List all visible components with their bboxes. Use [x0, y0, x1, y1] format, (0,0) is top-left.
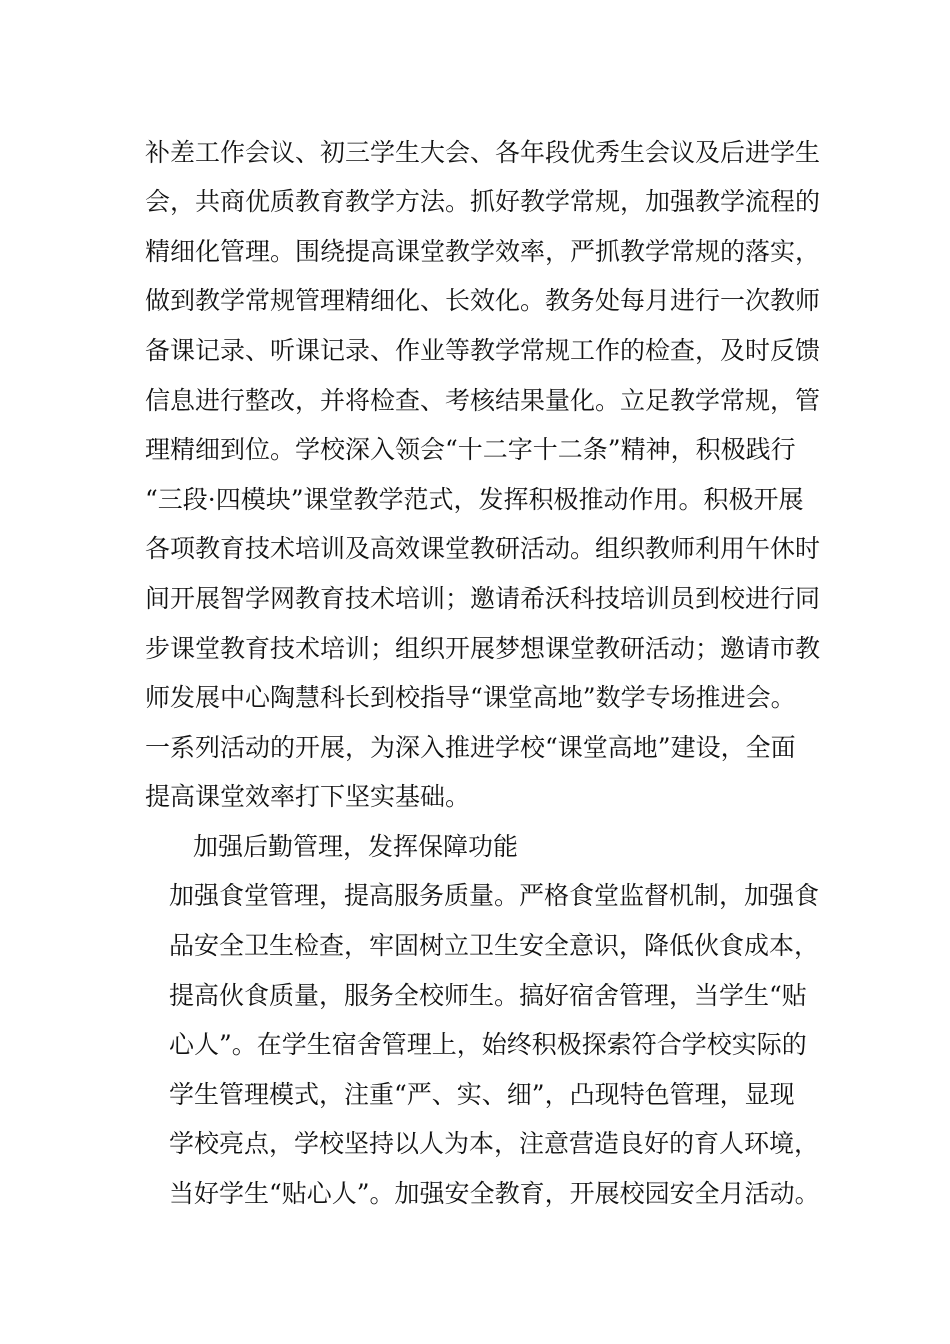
paragraph-2-line-4: 心人”。在学生宿舍管理上，始终积极探索符合学校实际的 — [169, 1030, 807, 1059]
paragraph-1-line-10: 间开展智学网教育技术培训；邀请希沃科技培训员到校进行同 — [145, 584, 821, 613]
section-heading: 加强后勤管理，发挥保障功能 — [193, 832, 519, 861]
paragraph-1-line-14: 提高课堂效率打下坚实基础。 — [145, 782, 471, 811]
paragraph-1-line-8: “三段·四模块”课堂教学范式，发挥积极推动作用。积极开展 — [145, 485, 804, 514]
paragraph-2-line-2: 品安全卫生检查，牢固树立卫生安全意识，降低伙食成本， — [169, 931, 820, 960]
paragraph-2-line-3: 提高伙食质量，服务全校师生。搞好宿舍管理，当学生“贴 — [169, 981, 807, 1010]
paragraph-2-line-6: 学校亮点，学校坚持以人为本，注意营造良好的育人环境， — [169, 1129, 820, 1158]
paragraph-1-line-11: 步课堂教育技术培训；组织开展梦想课堂教研活动；邀请市教 — [145, 634, 821, 663]
paragraph-1-line-4: 做到教学常规管理精细化、长效化。教务处每月进行一次教师 — [145, 286, 821, 315]
paragraph-1-line-6: 信息进行整改，并将检查、考核结果量化。立足教学常规，管 — [145, 386, 821, 415]
paragraph-1-line-13: 一系列活动的开展，为深入推进学校“课堂高地”建设，全面 — [145, 733, 796, 762]
paragraph-1-line-7: 理精细到位。学校深入领会“十二字十二条”精神，积极践行 — [145, 435, 796, 464]
paragraph-2-line-5: 学生管理模式，注重“严、实、细”，凸现特色管理，显现 — [169, 1080, 795, 1109]
paragraph-1-line-3: 精细化管理。围绕提高课堂教学效率，严抓教学常规的落实， — [145, 237, 821, 266]
paragraph-2-line-7: 当好学生“贴心人”。加强安全教育，开展校园安全月活动。 — [169, 1179, 820, 1208]
paragraph-2-line-1: 加强食堂管理，提高服务质量。严格食堂监督机制，加强食 — [169, 881, 820, 910]
paragraph-1-line-2: 会，共商优质教育教学方法。抓好教学常规，加强教学流程的 — [145, 187, 821, 216]
paragraph-1-line-9: 各项教育技术培训及高效课堂教研活动。组织教师利用午休时 — [145, 534, 821, 563]
paragraph-1-line-12: 师发展中心陶慧科长到校指导“课堂高地”数学专场推进会。 — [145, 683, 796, 712]
paragraph-1-line-5: 备课记录、听课记录、作业等教学常规工作的检查，及时反馈 — [145, 336, 821, 365]
paragraph-1-line-1: 补差工作会议、初三学生大会、各年段优秀生会议及后进学生 — [145, 138, 821, 167]
